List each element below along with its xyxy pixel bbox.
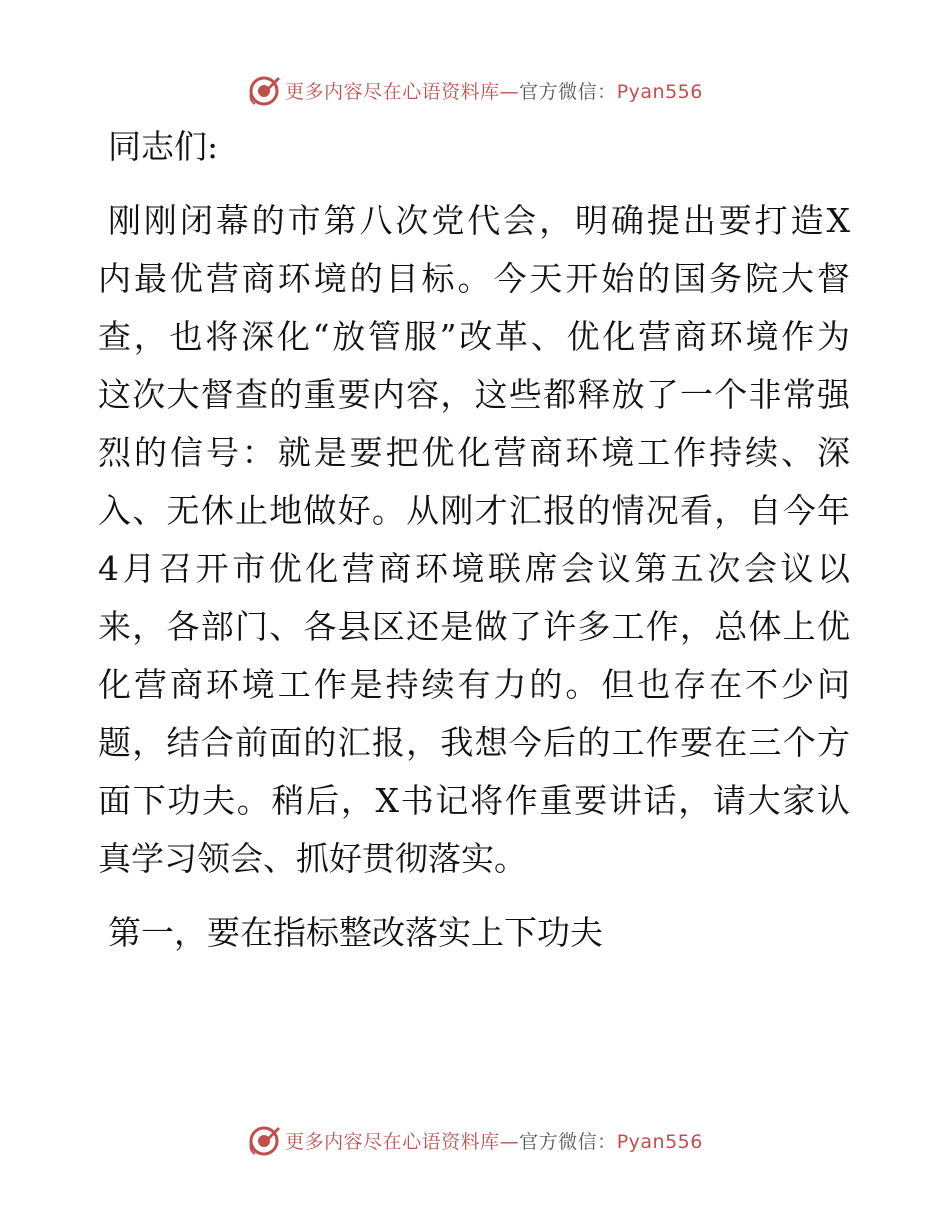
paragraph-line: 真学习领会、抓好贯彻落实。: [98, 839, 527, 878]
footer-watermark: [0, 1122, 950, 1158]
watermark-official-label: 官方微信：: [519, 80, 617, 103]
watermark-dash: —: [499, 1130, 520, 1153]
paragraph-line: 4月召开市优化营商环境联席会议第五次会议以: [98, 549, 850, 588]
paragraph-line: 查，也将深化“放管服”改革、优化营商环境作为: [98, 317, 850, 356]
paragraph-line: 这次大督查的重要内容，这些都释放了一个非常强: [98, 375, 850, 414]
watermark-wechat-id: Pyan556: [616, 80, 703, 103]
paragraph-line: 入、无休止地做好。从刚才汇报的情况看，自今年: [98, 491, 850, 530]
watermark-wechat-id: Pyan556: [616, 1130, 703, 1153]
watermark-site-text: 更多内容尽在心语资料库: [285, 80, 500, 103]
paragraph-line: 来，各部门、各县区还是做了许多工作，总体上优: [98, 607, 850, 646]
paragraph-line: 刚刚闭幕的市第八次党代会，明确提出要打造X: [108, 201, 850, 240]
paragraph-line: 烈的信号：就是要把优化营商环境工作持续、深: [98, 433, 850, 472]
paragraph-line: 内最优营商环境的目标。今天开始的国务院大督: [98, 259, 850, 298]
watermark-official-label: 官方微信：: [519, 1130, 617, 1153]
paragraph-line: 化营商环境工作是持续有力的。但也存在不少问: [98, 665, 850, 704]
salutation: 同志们:: [108, 127, 219, 166]
watermark-site-text: 更多内容尽在心语资料库: [285, 1130, 500, 1153]
paragraph-line: 面下功夫。稍后，X书记将作重要讲话，请大家认: [98, 781, 850, 820]
pen-logo-icon: [247, 1123, 281, 1157]
body-paragraph: [98, 192, 850, 888]
document-body: [98, 118, 850, 962]
section-heading: 第一，要在指标整改落实上下功夫: [108, 913, 603, 952]
watermark-dash: —: [499, 80, 520, 103]
pen-logo-icon: [247, 73, 281, 107]
header-watermark: [0, 72, 950, 108]
paragraph-line: 题，结合前面的汇报，我想今后的工作要在三个方: [98, 723, 850, 762]
